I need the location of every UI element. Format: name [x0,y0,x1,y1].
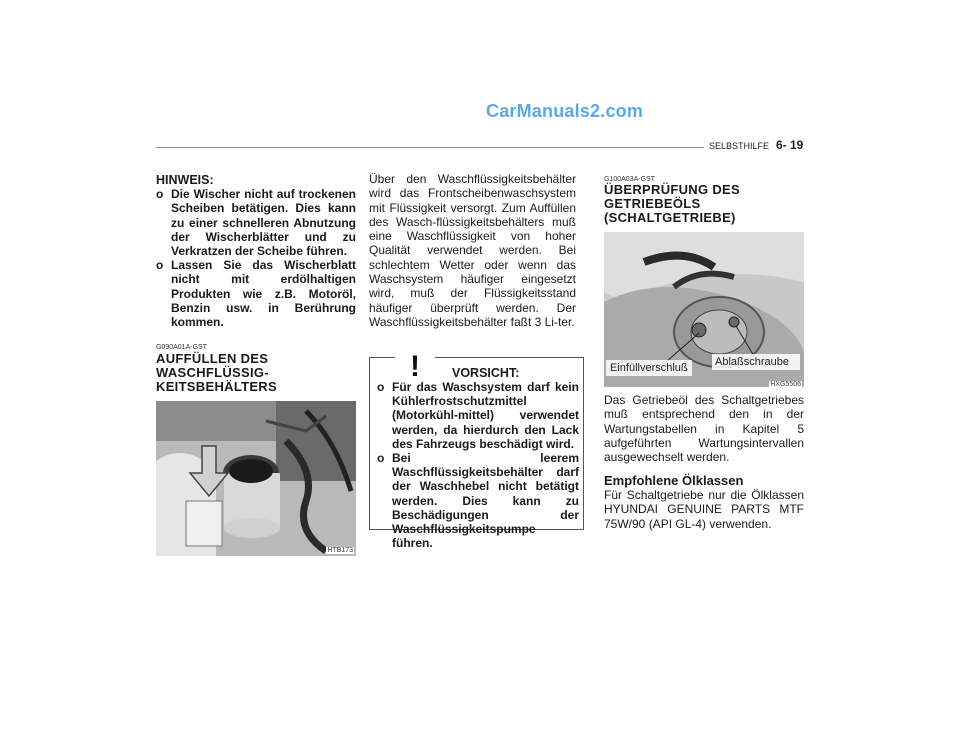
washer-paragraph: Über den Waschflüssigkeitsbehälter wird das Frontscheibenwaschsystem mit Flüssigkeit versorgt. Zum Auffüllen des Wasch-flüssigkeitsbehälters muß eine Waschflüssigkeit von hoher Qualität verwendet werden. Bei schlechtem Wetter oder wenn das Waschsystem häufiger eingesetzt wird, muß der Flüssigkeitsstand häufiger überprüft werden. Der Waschflüssigkeitsbehälter faßt 3 Li-ter. [369,172,576,329]
label-fill-cap: Einfüllverschluß [610,362,688,374]
section-code-washer: G090A01A-GST [156,344,207,351]
page-number: 6- 19 [776,138,804,152]
label-drain-plug: Ablaßschraube [715,356,789,368]
hinweis-block [156,173,356,329]
svg-text:!: ! [410,350,420,380]
image-code-washer: HTB173 [327,547,353,554]
header-section-label: SELBSTHILFE [709,141,770,151]
title-line: WASCHFLÜSSIG- [156,365,269,380]
caution-item: o Bei leerem Waschflüssigkeitsbehälter darf der Waschhebel nicht betätigt werden. Dies kann zu Beschädigungen der Waschflüssigkeitspumpe führen. [377,451,579,550]
oil-classes-text: Für Schaltgetriebe nur die Ölklassen HYUNDAI GENUINE PARTS MTF 75W/90 (API GL-4) verwenden. [604,488,804,531]
image-code-gearbox: HXG5506 [770,381,801,388]
header-rule [156,147,704,148]
title-line: ÜBERPRÜFUNG DES [604,182,740,197]
oil-classes-title: Empfohlene Ölklassen [604,473,744,488]
section-title-gearbox [604,183,740,225]
gearbox-paragraph: Das Getriebeöl des Schaltgetriebes muß entsprechend den in der Wartungstabellen in Kapitel 5 aufgeführten Wartungsintervallen ausgewechselt werden. [604,393,804,465]
title-line: KEITSBEHÄLTERS [156,379,277,394]
engine-bay-illustration [156,401,356,556]
section-title-washer [156,352,277,394]
gearbox-photo [604,232,804,387]
washer-reservoir-photo [156,401,356,556]
title-line: GETRIEBEÖLS [604,196,701,211]
warning-icon [395,346,435,380]
hinweis-item: o Lassen Sie das Wischerblatt nicht mit erdölhaltigen Produkten wie z.B. Motoröl, Benzin usw. in Berührung kommen. [156,258,356,329]
caution-item: o Für das Waschsystem darf kein Kühlerfrostschutzmittel (Motorkühl-mittel) verwendet werden, da hierdurch den Lack des Fahrzeugs beschädigt wird. [377,380,579,451]
hinweis-list [156,187,356,329]
caution-box [369,350,584,551]
site-logo[interactable]: CarManuals2.com [486,101,644,121]
title-line: AUFFÜLLEN DES [156,351,269,366]
hinweis-item: o Die Wischer nicht auf trockenen Scheiben betätigen. Dies kann zu einer schnelleren Abnutzung der Wischerblätter und zu Verkratzen der Scheibe führen. [156,187,356,258]
caution-list [377,380,579,550]
title-line: (SCHALTGETRIEBE) [604,210,736,225]
hinweis-title: HINWEIS: [156,173,214,187]
caution-title: VORSICHT: [452,366,520,380]
section-code-gearbox: G100A03A-GST [604,176,655,183]
